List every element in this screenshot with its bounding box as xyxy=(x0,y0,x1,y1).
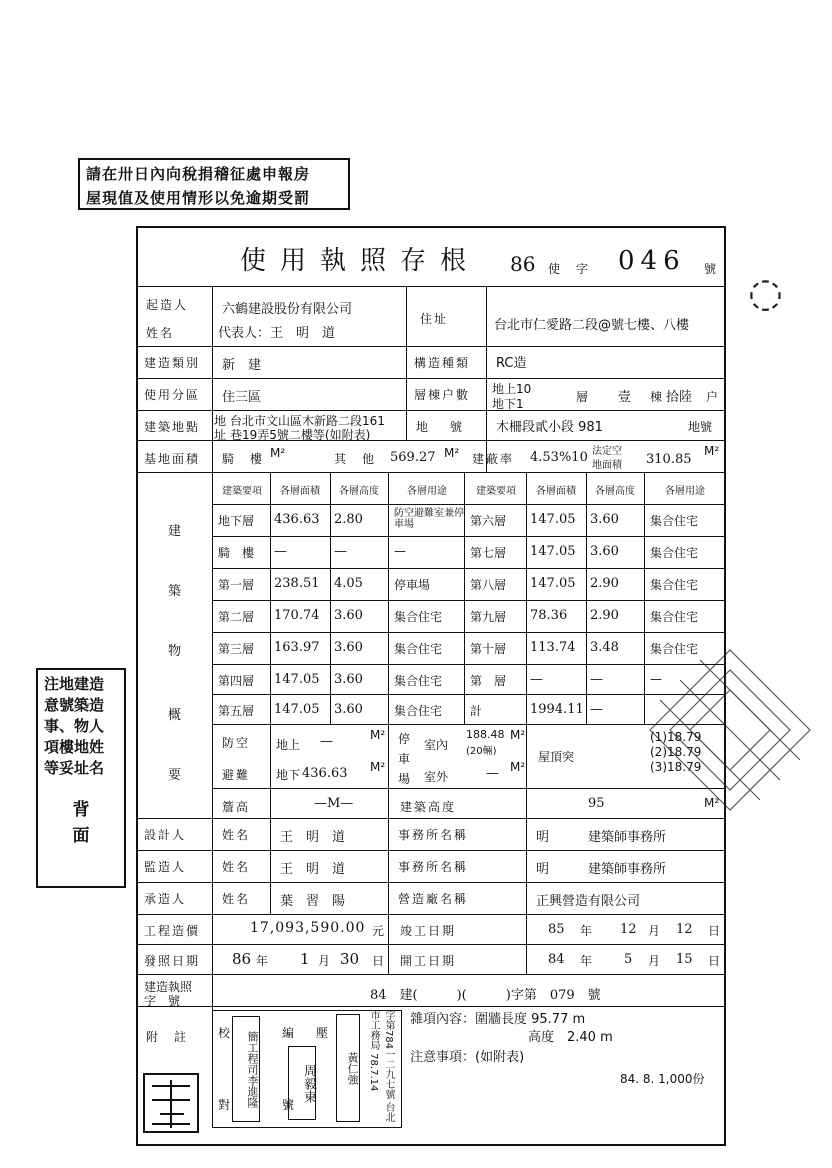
area-other-value: 569.27 xyxy=(390,450,436,465)
floor-area: 147.05 xyxy=(274,672,320,687)
dihao-value: 木柵段貳小段 981 xyxy=(496,420,603,435)
coverage-value: 4.53%10 xyxy=(530,450,588,465)
defense-below-value: 436.63 xyxy=(302,766,348,781)
hdr-height-l: 各層高度 xyxy=(339,486,379,497)
build-type-value: 新 建 xyxy=(222,358,262,373)
sign-edit-label: 編 xyxy=(282,1026,295,1040)
floor-label: 地下層 xyxy=(218,514,255,528)
notice-left-line: 等妥址名 xyxy=(44,759,105,777)
notice-left-line: 意號築造 xyxy=(44,696,105,714)
parking-outdoor-value: — xyxy=(486,766,499,781)
bldg-side-label: 建 xyxy=(168,524,182,539)
site-zhi: 址 xyxy=(214,428,227,442)
parking-indoor-value: 188.48 xyxy=(466,728,505,741)
area-other-label: 其 他 xyxy=(334,452,377,466)
license-year: 86 xyxy=(510,252,536,276)
floor-use: 集合住宅 xyxy=(394,610,443,624)
legal-value: 310.85 xyxy=(646,452,692,467)
contractor-office-label: 營造廠名稱 xyxy=(398,892,469,906)
bldg-height-value: 95 xyxy=(588,796,605,811)
bldg-side-label: 概 xyxy=(168,708,182,723)
floor-use: 集合住宅 xyxy=(394,674,443,688)
floor-use: 集合住宅 xyxy=(650,578,699,592)
floor-area: 147.05 xyxy=(530,512,576,527)
bldg-side-label: 築 xyxy=(168,584,182,599)
floor-label: 第五層 xyxy=(218,704,255,718)
floor-area: 147.05 xyxy=(530,544,576,559)
notes-label: 附 註 xyxy=(146,1030,189,1044)
floor-use: 集合住宅 xyxy=(394,642,443,656)
start-month-unit: 月 xyxy=(648,954,661,968)
legal-label-1: 法定空 xyxy=(592,446,622,457)
notice-left-line: 事、物人 xyxy=(44,717,105,735)
notice-line-1: 請在卅日內向稅捐稽征處申報房 xyxy=(86,165,311,183)
floor-label: 計 xyxy=(470,704,483,718)
site-label: 建築地點 xyxy=(144,420,201,434)
hdr-height-r: 各層高度 xyxy=(595,486,635,497)
floor-height: 4.05 xyxy=(334,576,363,591)
hdr-item-l: 建築要項 xyxy=(222,486,262,497)
cost-unit: 元 xyxy=(372,924,385,938)
defense-label: 防空 xyxy=(222,736,251,750)
floor-area: 163.97 xyxy=(274,640,320,655)
defense-above-label: 地上 xyxy=(276,738,301,752)
floor-label: 第一層 xyxy=(218,578,255,592)
bldg-height-label: 建築高度 xyxy=(400,800,457,814)
floor-height: — xyxy=(590,702,603,717)
floors-ceng: 層 xyxy=(576,390,589,404)
floor-height: 3.48 xyxy=(590,640,619,655)
designer-name: 王 明 道 xyxy=(280,830,346,845)
floor-area: — xyxy=(274,544,287,559)
address-value: 台北市仁愛路二段@號七樓、八樓 xyxy=(494,318,690,333)
notice-stamp-left xyxy=(36,668,126,888)
issue-day-unit: 日 xyxy=(372,954,385,968)
permit-value: 84 建( )( )字第 079 號 xyxy=(370,988,601,1003)
floor-label: 第二層 xyxy=(218,610,255,624)
bldg-side-label: 物 xyxy=(168,644,182,659)
floor-label: 第八層 xyxy=(470,578,507,592)
floor-use: 集合住宅 xyxy=(650,642,699,656)
designer-office-label: 事務所名稱 xyxy=(398,828,469,842)
roof-val-3: (3)18.79 xyxy=(650,760,702,774)
area-qilou-unit: M² xyxy=(270,446,286,460)
legal-label-2: 地面積 xyxy=(592,460,622,471)
bldg-height-unit: M² xyxy=(704,796,720,810)
floor-use: 防空避難室兼停車場 xyxy=(394,508,464,530)
parking-indoor-note: (20輛) xyxy=(466,746,497,757)
roof-val-2: (2)18.79 xyxy=(650,745,702,759)
stamp-third: 黃仁強 xyxy=(336,1014,360,1122)
start-day: 15 xyxy=(676,952,693,967)
address-label: 住址 xyxy=(420,312,449,326)
defense-below-label: 地下 xyxy=(276,768,301,782)
license-number: 046 xyxy=(618,246,686,276)
roof-label: 屋頂突 xyxy=(538,750,575,764)
site-line-2: 巷19弄5號二樓等(如附表) xyxy=(230,428,371,442)
refuge-unit: M² xyxy=(370,760,386,774)
done-day: 12 xyxy=(676,922,693,937)
parking-outdoor-label: 室外 xyxy=(424,770,449,784)
eaves-value: —M— xyxy=(314,796,354,811)
notice-left-bottom: 面 xyxy=(72,826,90,846)
footer-print: 84. 8. 1,000份 xyxy=(620,1072,705,1086)
floor-use: 集合住宅 xyxy=(650,610,699,624)
legal-unit: M² xyxy=(704,444,720,458)
floor-area: 113.74 xyxy=(530,640,576,655)
dihao-label-2: 號 xyxy=(450,420,465,434)
start-date-label: 開工日期 xyxy=(400,954,457,968)
floors-hu: 拾陸 xyxy=(666,390,693,405)
floor-label: 第 層 xyxy=(470,674,507,688)
hdr-use-r: 各層用途 xyxy=(665,486,705,497)
use-zone-value: 住三區 xyxy=(222,390,262,405)
site-line-1: 台北市文山區木新路二段161 xyxy=(230,414,385,428)
floor-use: 停車場 xyxy=(394,578,431,592)
done-day-unit: 日 xyxy=(708,924,721,938)
seal-icon xyxy=(140,1070,202,1136)
cost-value: 17,093,590.00 xyxy=(250,920,366,936)
applicant-rep: 代表人：王 明 道 xyxy=(218,326,336,341)
notice-left-line: 項樓地姓 xyxy=(44,738,105,756)
page-title: 使用執照存根 xyxy=(240,246,481,276)
floor-height: 2.80 xyxy=(334,512,363,527)
supervisor-name: 王 明 道 xyxy=(280,862,346,877)
supervisor-name-label: 姓名 xyxy=(222,860,251,874)
cost-label: 工程造價 xyxy=(144,924,201,938)
floor-label: 第四層 xyxy=(218,674,255,688)
start-year: 84 xyxy=(548,952,565,967)
floor-area: 436.63 xyxy=(274,512,320,527)
build-type-label: 建造類別 xyxy=(144,356,201,370)
floor-height: 3.60 xyxy=(334,702,363,717)
floors-above: 地上10 xyxy=(492,382,532,396)
floor-area: 147.05 xyxy=(530,576,576,591)
defense-above-value: — xyxy=(320,734,333,749)
contractor-office: 正興營造有限公司 xyxy=(536,894,641,909)
use-zone-label: 使用分區 xyxy=(144,388,201,402)
floors-hu-unit: 户 xyxy=(706,390,719,404)
sign-verify-label: 對 xyxy=(218,1098,231,1112)
designer-label: 設計人 xyxy=(144,828,187,842)
bldg-side-label: 要 xyxy=(168,768,182,783)
floor-use: — xyxy=(650,672,662,686)
struct-type-value: RC造 xyxy=(496,356,527,371)
done-year-unit: 年 xyxy=(580,924,593,938)
supervisor-office: 明 建築師事務所 xyxy=(536,862,667,877)
parking-label-2: 車 xyxy=(398,752,411,766)
start-year-unit: 年 xyxy=(580,954,593,968)
sign-press-label: 壓 xyxy=(316,1026,329,1040)
parking-indoor-unit: M² xyxy=(510,728,526,742)
floor-height: 3.60 xyxy=(334,640,363,655)
floor-height: — xyxy=(334,544,347,559)
issue-day: 30 xyxy=(340,950,360,968)
floor-label: 第九層 xyxy=(470,610,507,624)
contractor-name-label: 姓名 xyxy=(222,892,251,906)
license-suffix: 號 xyxy=(704,262,717,276)
floor-label: 第七層 xyxy=(470,546,507,560)
hdr-area-r: 各層面積 xyxy=(536,486,576,497)
margin-stamp-char: ◌ xyxy=(748,270,783,316)
sign-check-label: 校 xyxy=(218,1026,231,1040)
applicant-label: 起造人 xyxy=(146,298,189,312)
floor-use: 集合住宅 xyxy=(394,704,443,718)
stamp-name: 周毅東 xyxy=(288,1046,316,1120)
applicant-name-label: 姓名 xyxy=(146,326,175,340)
done-year: 85 xyxy=(548,922,565,937)
area-other-unit: M² xyxy=(444,446,460,460)
dihao-label-1: 地 xyxy=(416,420,431,434)
done-month: 12 xyxy=(620,922,637,937)
parking-indoor-label: 室內 xyxy=(424,738,449,752)
parking-outdoor-unit: M² xyxy=(510,760,526,774)
designer-name-label: 姓名 xyxy=(222,828,251,842)
floor-height: 2.90 xyxy=(590,608,619,623)
floor-area: — xyxy=(530,672,543,687)
designer-office: 明 建築師事務所 xyxy=(536,830,667,845)
floor-area: 238.51 xyxy=(274,576,320,591)
notice-line-2: 屋現值及使用情形以免逾期受罰 xyxy=(86,189,311,207)
done-month-unit: 月 xyxy=(648,924,661,938)
floor-use: 集合住宅 xyxy=(650,546,699,560)
struct-type-label: 構造種類 xyxy=(414,356,471,370)
notes-line-3: 注意事項：(如附表) xyxy=(410,1050,525,1065)
roof-val-1: (1)18.79 xyxy=(650,730,702,744)
floor-area: 170.74 xyxy=(274,608,320,623)
floor-use: — xyxy=(394,544,406,558)
start-month: 5 xyxy=(624,952,633,967)
contractor-label: 承造人 xyxy=(144,892,187,906)
floor-label: 第三層 xyxy=(218,642,255,656)
floor-label: 騎 樓 xyxy=(218,546,255,560)
eaves-label: 簷高 xyxy=(222,800,251,814)
license-word: 字 xyxy=(576,262,589,276)
floor-height: 3.60 xyxy=(334,608,363,623)
floor-height: — xyxy=(590,672,603,687)
contractor-name: 葉 習 陽 xyxy=(280,894,346,909)
parking-label-3: 場 xyxy=(398,772,411,786)
license-char: 使 xyxy=(548,262,561,276)
permit-label-1: 建造執照 xyxy=(144,980,193,994)
notice-left-bottom: 背 xyxy=(72,800,90,820)
start-day-unit: 日 xyxy=(708,954,721,968)
notice-stamp-top xyxy=(78,158,350,210)
hdr-use-l: 各層用途 xyxy=(407,486,447,497)
supervisor-office-label: 事務所名稱 xyxy=(398,860,469,874)
site-di: 地 xyxy=(214,414,227,428)
applicant-company: 六鶴建設股份有限公司 xyxy=(222,302,353,317)
supervisor-label: 監造人 xyxy=(144,860,187,874)
stamp-bureau: 字第784一二九七號 台北市工務局 78.7.14 xyxy=(368,1010,394,1123)
issue-year: 86 xyxy=(232,950,252,968)
floor-height: 3.60 xyxy=(334,672,363,687)
parking-label-1: 停 xyxy=(398,732,411,746)
defense-unit: M² xyxy=(370,728,386,742)
hdr-item-r: 建築要項 xyxy=(476,486,516,497)
area-label: 基地面積 xyxy=(144,452,201,466)
dihao-unit: 地號 xyxy=(688,420,713,434)
sign-num-label: 號 xyxy=(282,1098,295,1112)
issue-month-unit: 月 xyxy=(318,954,331,968)
floor-area: 1994.11 xyxy=(530,702,584,717)
issue-year-unit: 年 xyxy=(256,954,269,968)
issue-date-label: 發照日期 xyxy=(144,954,201,968)
notice-left-line: 注地建造 xyxy=(44,675,105,693)
floor-label: 第十層 xyxy=(470,642,507,656)
floor-area: 78.36 xyxy=(530,608,568,623)
floor-label: 第六層 xyxy=(470,514,507,528)
area-qilou: 騎 樓 xyxy=(222,452,265,466)
notes-line-1: 雜項內容：圍牆長度 95.77 m xyxy=(410,1012,586,1027)
notes-line-2: 高度 2.40 m xyxy=(528,1030,613,1045)
floor-use: 集合住宅 xyxy=(650,514,699,528)
permit-label-2: 字 號 xyxy=(144,994,181,1008)
floors-dong-unit: 棟 xyxy=(650,390,663,404)
coverage-label: 建蔽率 xyxy=(472,452,515,466)
floors-dong: 壹 xyxy=(618,390,632,405)
stamp-engineer: 簡工程司李進隆 xyxy=(232,1016,260,1122)
issue-month: 1 xyxy=(300,950,310,968)
done-date-label: 竣工日期 xyxy=(400,924,457,938)
refuge-label: 避難 xyxy=(222,768,251,782)
diagonal-stamp-icon xyxy=(640,640,820,820)
floors-below: 地下1 xyxy=(492,397,524,411)
floor-height: 3.60 xyxy=(590,544,619,559)
floor-area: 147.05 xyxy=(274,702,320,717)
floor-height: 2.90 xyxy=(590,576,619,591)
floor-height: 3.60 xyxy=(590,512,619,527)
floors-label: 層棟户數 xyxy=(414,388,471,402)
hdr-area-l: 各層面積 xyxy=(280,486,320,497)
